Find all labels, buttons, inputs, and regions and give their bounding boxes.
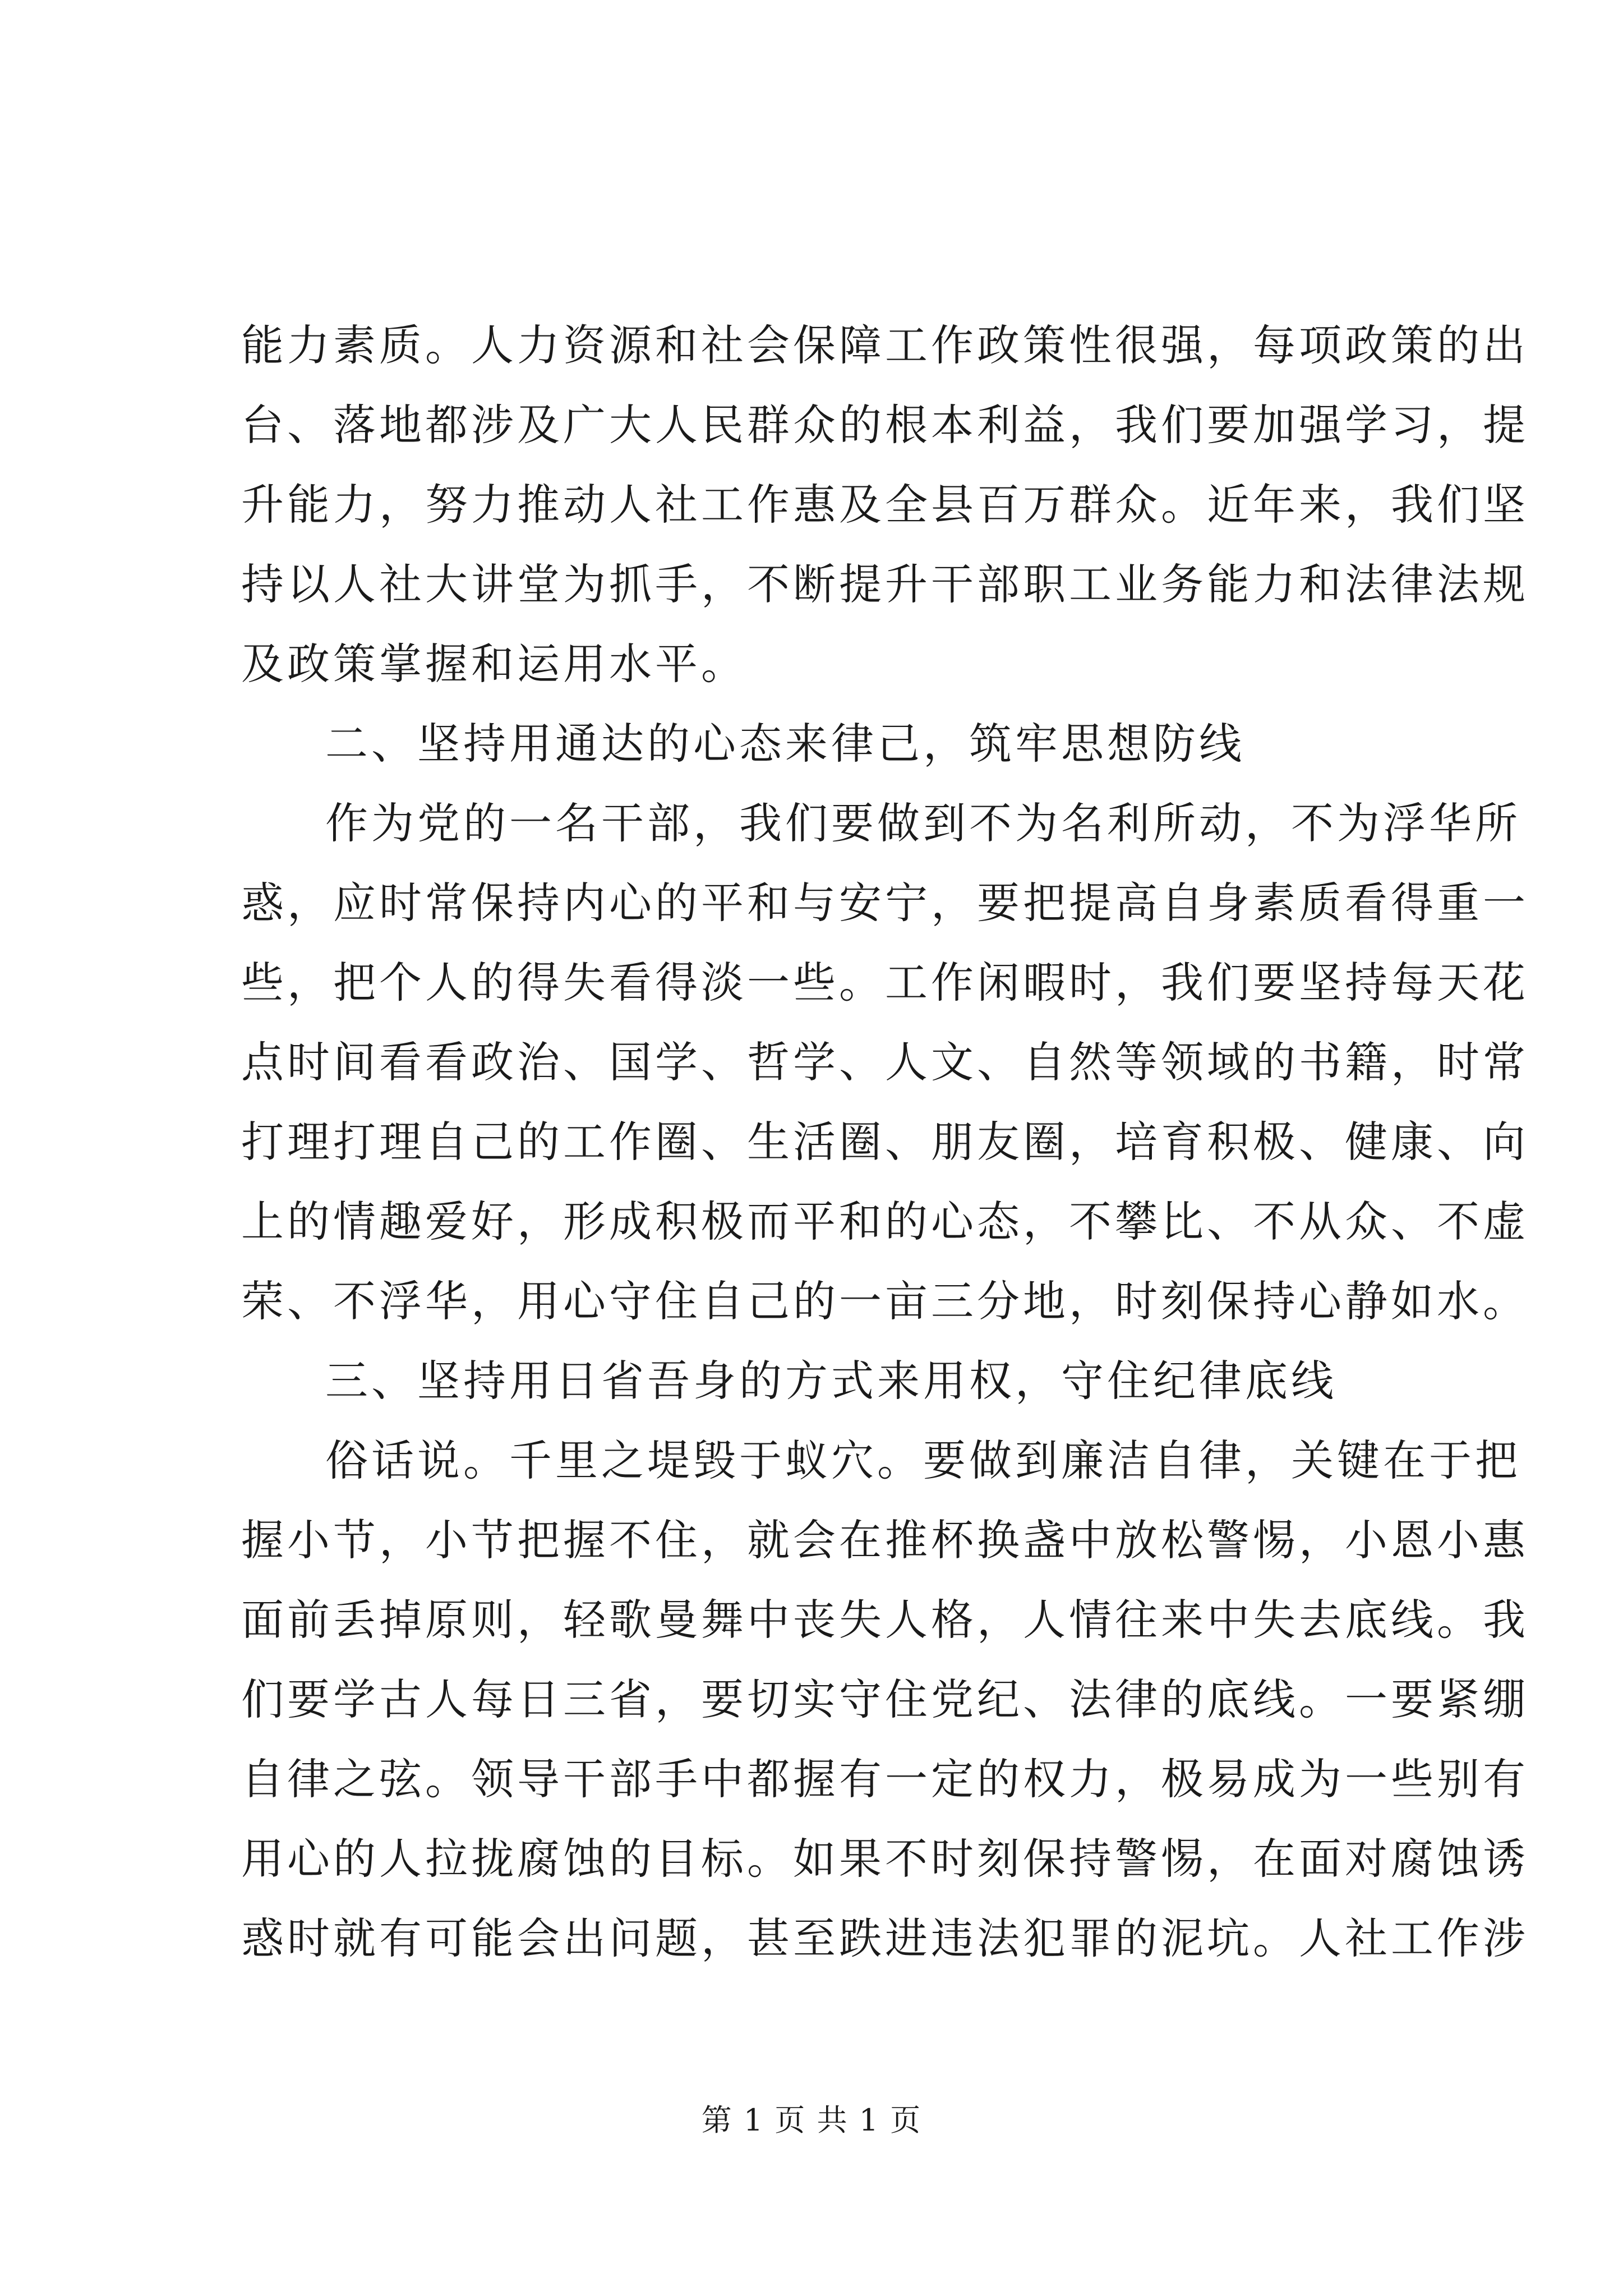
- text-line: 上的情趣爱好，形成积极而平和的心态，不攀比、不从众、不虚: [241, 1197, 1529, 1246]
- text-line: 惑，应时常保持内心的平和与安宁，要把提高自身素质看得重一: [241, 878, 1529, 928]
- text-line: 作为党的一名干部，我们要做到不为名利所动，不为浮华所: [325, 798, 1521, 848]
- text-line: 俗话说。千里之堤毁于蚁穴。要做到廉洁自律，关键在于把: [325, 1435, 1521, 1485]
- text-line: 惑时就有可能会出问题，甚至跌进违法犯罪的泥坑。人社工作涉: [241, 1913, 1529, 1963]
- text-line: 打理打理自己的工作圈、生活圈、朋友圈，培育积极、健康、向: [241, 1117, 1529, 1167]
- text-line: 点时间看看政治、国学、哲学、人文、自然等领域的书籍，时常: [241, 1037, 1529, 1087]
- text-line: 握小节，小节把握不住，就会在推杯换盏中放松警惕，小恩小惠: [241, 1515, 1529, 1565]
- text-line: 们要学古人每日三省，要切实守住党纪、法律的底线。一要紧绷: [241, 1674, 1529, 1724]
- document-body: [241, 306, 1529, 1978]
- text-line: 及政策掌握和运用水平。: [241, 639, 747, 689]
- text-line: 面前丢掉原则，轻歌曼舞中丧失人格，人情往来中失去底线。我: [241, 1595, 1529, 1645]
- text-line: 荣、不浮华，用心守住自己的一亩三分地，时刻保持心静如水。: [241, 1276, 1529, 1326]
- text-line: 升能力，努力推动人社工作惠及全县百万群众。近年来，我们坚: [241, 480, 1529, 530]
- text-line: 些，把个人的得失看得淡一些。工作闲暇时，我们要坚持每天花: [241, 958, 1529, 1007]
- text-line: 自律之弦。领导干部手中都握有一定的权力，极易成为一些别有: [241, 1754, 1529, 1804]
- text-line: 台、落地都涉及广大人民群众的根本利益，我们要加强学习，提: [241, 400, 1529, 450]
- section-heading: 二、坚持用通达的心态来律己，筑牢思想防线: [325, 719, 1245, 769]
- text-line: 持以人社大讲堂为抓手，不断提升干部职工业务能力和法律法规: [241, 559, 1529, 609]
- text-line: 能力素质。人力资源和社会保障工作政策性很强，每项政策的出: [241, 320, 1529, 370]
- section-heading: 三、坚持用日省吾身的方式来用权，守住纪律底线: [325, 1356, 1337, 1406]
- page-number-footer: 第 1 页 共 1 页: [701, 2102, 922, 2138]
- text-line: 用心的人拉拢腐蚀的目标。如果不时刻保持警惕，在面对腐蚀诱: [241, 1834, 1529, 1884]
